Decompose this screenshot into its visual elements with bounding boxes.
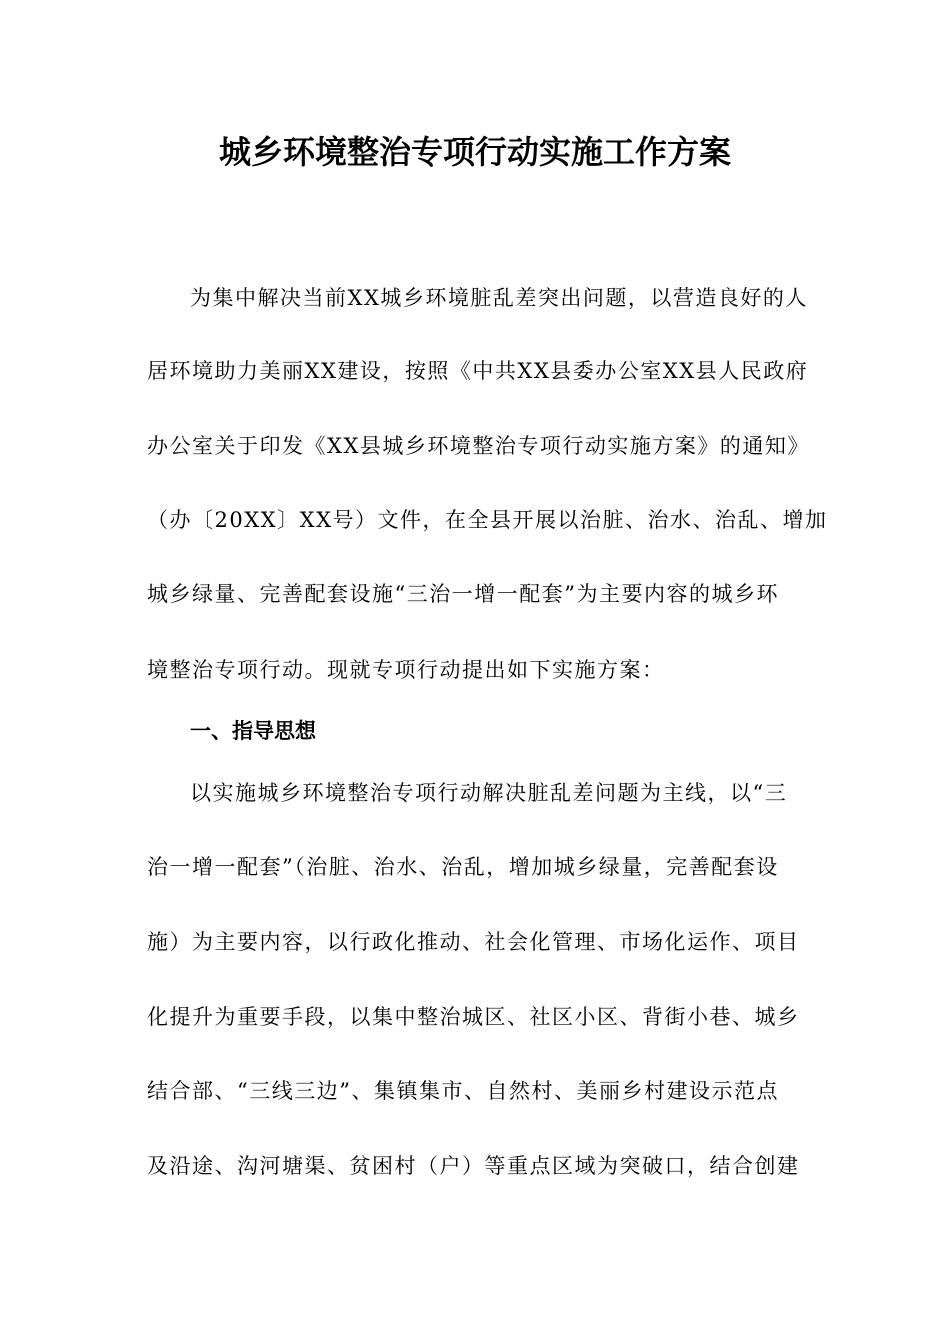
paragraph-line: 以实施城乡环境整治专项行动解决脏乱差问题为主线，以“三 [190, 781, 788, 805]
paragraph-line: 化提升为重要手段，以集中整治城区、社区小区、背街小巷、城乡 [147, 1005, 800, 1029]
paragraph-line: 办公室关于印发《XX县城乡环境整治专项行动实施方案》的通知》 [147, 434, 810, 458]
paragraph-line: 境整治专项行动。现就专项行动提出如下实施方案： [147, 658, 665, 682]
paragraph-line: 治一增一配套”（治脏、治水、治乱，增加城乡绿量，完善配套设 [147, 855, 779, 879]
paragraph-line: 城乡绿量、完善配套设施“三治一增一配套”为主要内容的城乡环 [147, 582, 779, 606]
paragraph-line: 结合部、“三线三边”、集镇集市、自然村、美丽乡村建设示范点 [147, 1079, 779, 1103]
section-heading: 一、指导思想 [190, 719, 316, 743]
document-title: 城乡环境整治专项行动实施工作方案 [218, 133, 731, 171]
paragraph-line: 施）为主要内容，以行政化推动、社会化管理、市场化运作、项目 [147, 930, 800, 954]
paragraph-line: （办〔20XX〕XX号）文件，在全县开展以治脏、治水、治乱、增加 [147, 508, 828, 532]
paragraph-line: 为集中解决当前XX城乡环境脏乱差突出问题，以营造良好的人 [190, 286, 808, 310]
paragraph-line: 及沿途、沟河塘渠、贫困村（户）等重点区域为突破口，结合创建 [147, 1154, 800, 1178]
paragraph-line: 居环境助力美丽XX建设，按照《中共XX县委办公室XX县人民政府 [147, 359, 809, 383]
